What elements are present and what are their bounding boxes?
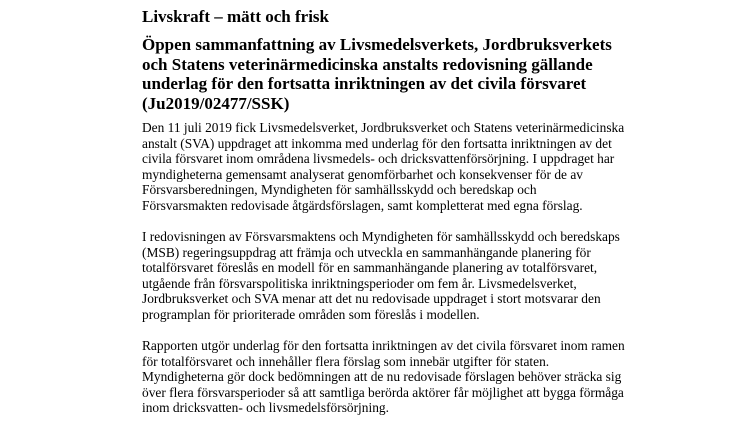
- document-page: [142, 7, 742, 432]
- paragraph-line: inom dricksvatten- och livsmedelsförsörjning.: [142, 400, 389, 415]
- paragraph-line: Försvarsmakten redovisade åtgärdsförslagen, samt kompletterat med egna förslag.: [142, 197, 583, 213]
- paragraph-line: anstalt (SVA) uppdraget att inkomma med underlag för den fortsatta inriktningen av det: [142, 135, 612, 151]
- paragraph-line: I redovisningen av Försvarsmaktens och Myndigheten för samhällsskydd och beredskaps: [142, 229, 620, 244]
- title-line: (Ju2019/02477/SSK): [142, 93, 290, 113]
- paragraph-line: Jordbruksverket och SVA menar att det nu redovisade uppdraget i stort motsvarar den: [142, 291, 601, 306]
- title-line: underlag för den fortsatta inriktningen av det civila försvaret: [142, 74, 587, 93]
- paragraph-line: Rapporten utgör underlag för den fortsatta inriktningen av det civila försvaret inom ramen: [142, 338, 625, 353]
- paragraph-line: programplan för prioriterade områden som föreslås i modellen.: [142, 306, 480, 322]
- paragraph-3: [142, 338, 742, 416]
- paragraph-line: myndigheterna gemensamt analyserat genomförbarhet och konsekvenser för de av: [142, 166, 583, 182]
- paragraph-line: Den 11 juli 2019 fick Livsmedelsverket, Jordbruksverket och Statens veterinärmedicinska: [142, 120, 625, 135]
- paragraph-line: totalförsvaret föreslås en modell för en sammanhängande planering av totalförsvaret,: [142, 260, 598, 275]
- title-line: och Statens veterinärmedicinska anstalts redovisning gällande: [142, 54, 593, 74]
- paragraph-line: för totalförsvaret och innehåller flera förslag som innebär utgifter för staten.: [142, 353, 550, 369]
- paragraph-line: Myndigheterna gör dock bedömningen att de nu redovisade förslagen behöver sträcka sig: [142, 369, 622, 384]
- paragraph-line: över flera försvarsperioder så att samtliga berörda aktörer får möjlighet att bygga förmåga: [142, 384, 624, 400]
- paragraph-1: [142, 120, 742, 213]
- paragraph-line: civila försvaret inom områdena livsmedels- och dricksvattenförsörjning. I uppdraget har: [142, 151, 615, 166]
- paragraph-line: utgående från försvarspolitiska inriktningsperioder om fem år. Livsmedelsverket,: [142, 275, 577, 291]
- document-title: [142, 35, 742, 113]
- paragraph-2: [142, 229, 742, 322]
- paragraph-line: (MSB) regeringsuppdrag att främja och utveckla en sammanhängande planering för: [142, 244, 591, 260]
- paragraph-line: Försvarsberedningen, Myndigheten för samhällsskydd och beredskap och: [142, 182, 537, 197]
- title-line: Öppen sammanfattning av Livsmedelsverkets, Jordbruksverkets: [142, 35, 612, 54]
- document-subtitle: Livskraft – mätt och frisk: [142, 7, 329, 26]
